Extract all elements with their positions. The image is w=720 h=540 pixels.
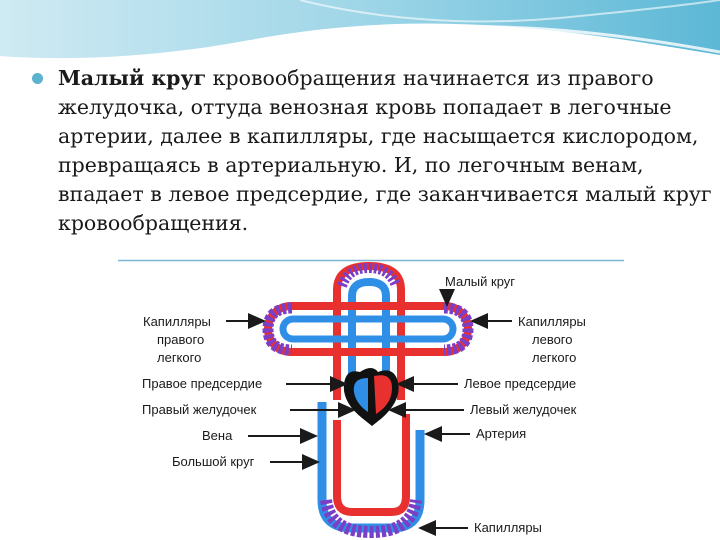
label-small-circle: Малый круг [445,274,516,289]
label-artery: Артерия [476,426,527,441]
pulmonary-loop-inner [352,282,386,380]
label-big-circle: Большой круг [172,454,255,469]
label-cap-right-lung-line3: легкого [157,350,202,365]
label-cap-left-lung-line1: Капилляры [518,314,586,329]
circulation-svg [118,258,624,540]
label-cap-right-lung-line1: Капилляры [143,314,211,329]
label-right-ventricle: Правый желудочек [142,402,257,417]
label-cap-left-lung-line3: легкого [532,350,577,365]
bullet-icon [32,73,43,84]
label-left-atrium: Левое предсердие [464,376,577,391]
label-right-atrium: Правое предсердие [142,376,263,391]
systemic-loop-arterial [337,414,406,512]
paragraph-rest: кровообращения начинается из правого желудочка, оттуда венозная кровь попадает в легочные артерии, далее в капилляры, где насыщается кислородом, превращаясь в артериальную. И, по легочным венам, впадает в левое предсердие, где заканчивается малый круг кровообращения. [58,66,712,235]
circulation-diagram [118,258,624,540]
label-cap-right-lung-line2: правого [157,332,205,347]
label-vein: Вена [202,428,233,443]
paragraph-lead-bold: Малый круг [58,66,207,90]
label-cap-left-lung-line2: левого [532,332,573,347]
body-paragraph [32,64,712,238]
label-capillaries: Капилляры [474,520,542,535]
header-wave-decoration [0,0,720,70]
paragraph-text [58,64,712,238]
lung-capsule-outer [268,306,468,352]
lung-capsule-inner [283,319,453,339]
label-left-ventricle: Левый желудочек [470,402,577,417]
